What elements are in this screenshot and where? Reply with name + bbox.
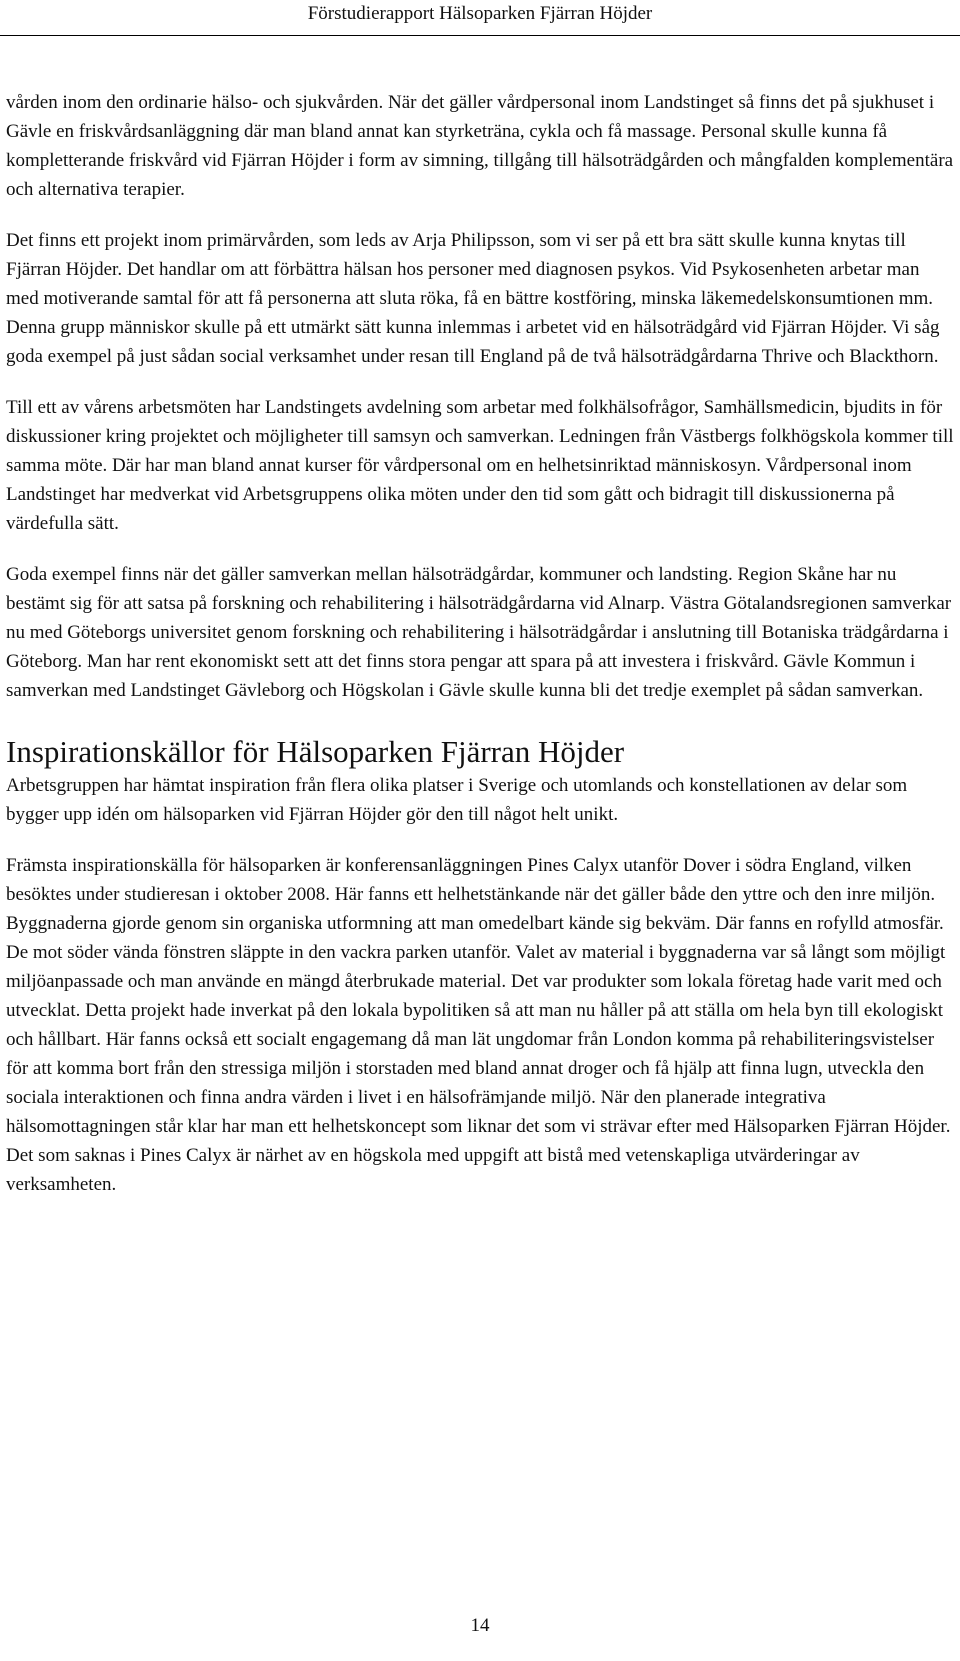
paragraph: Det finns ett projekt inom primärvården, som leds av Arja Philipsson, som vi ser på ett bra sätt skulle kunna knytas till Fjärran Höjder. Det handlar om att förbättra hälsan hos personer med diagnosen psykos. Vid Psykosenheten arbetar man med motiverande samtal för att få personerna att sluta röka, få en bättre kostföring, minska läkemedelskonsumtionen mm. Denna grupp människor skulle på ett utmärkt sätt kunna inlemmas i arbetet vid en hälsoträdgård vid Fjärran Höjder. Vi såg goda exempel på just sådan social verksamhet under resan till England på de två hälsoträdgårdarna Thrive och Blackthorn. (6, 230, 940, 367)
paragraph: Till ett av vårens arbetsmöten har Landstingets avdelning som arbetar med folkhälsofrågor, Samhällsmedicin, bjudits in för diskussioner kring projektet och möjligheter till samsyn och samverkan. Ledningen från Västbergs folkhögskola kommer till samma möte. Där har man bland annat kurser för vårdpersonal om en helhetsinriktad människosyn. Vårdpersonal inom Landstinget har medverkat vid Arbetsgruppens olika möten under den tid som gått och bidragit till diskussionerna på värdefulla sätt. (6, 397, 954, 534)
document-body (6, 88, 954, 1221)
section-paragraph: Arbetsgruppen har hämtat inspiration från flera olika platser i Sverige och utomlands och konstellationen av delar som bygger upp idén om hälsoparken vid Fjärran Höjder gör den till något helt unikt. (6, 775, 908, 825)
page-number: 14 (470, 1615, 490, 1636)
header-rule (0, 35, 960, 36)
paragraph: Goda exempel finns när det gäller samverkan mellan hälsoträdgårdar, kommuner och landsting. Region Skåne har nu bestämt sig för att satsa på forskning och rehabilitering i hälsoträdgårdarna vid Alnarp. Västra Götalandsregionen samverkar nu med Göteborgs universitet genom forskning och rehabilitering i hälsoträdgårdar i anslutning till Botaniska trädgårdarna i Göteborg. Man har rent ekonomiskt sett att det finns stora pengar att spara på att investera i friskvård. Gävle Kommun i samverkan med Landstinget Gävleborg och Högskolan i Gävle skulle kunna bli det tredje exemplet på sådan samverkan. (6, 564, 952, 701)
running-header: Förstudierapport Hälsoparken Fjärran Höjder (307, 3, 653, 24)
paragraph: vården inom den ordinarie hälso- och sjukvården. När det gäller vårdpersonal inom Landstinget så finns det på sjukhuset i Gävle en friskvårdsanläggning där man bland annat kan styrketräna, cykla och få massage. Personal skulle kunna få kompletterande friskvård vid Fjärran Höjder i form av simning, tillgång till hälsoträdgården och mångfalden komplementära och alternativa terapier. (6, 92, 954, 200)
section-heading: Inspirationskällor för Hälsoparken Fjärran Höjder (6, 734, 625, 769)
section-paragraph: Främsta inspirationskälla för hälsoparken är konferensanläggningen Pines Calyx utanför Dover i södra England, vilken besöktes under studieresan i oktober 2008. Här fanns ett helhetstänkande när det gäller både den yttre och den inre miljön. Byggnaderna gjorde genom sin organiska utformning att man omedelbart kände sig bekväm. Där fanns en rofylld atmosfär. De mot söder vända fönstren släppte in den vackra parken utanför. Valet av material i byggnaderna var så långt som möjligt miljöanpassade och man använde en mängd återbrukade material. Det var produkter som lokala företag hade varit med och utvecklat. Detta projekt hade inverkat på den lokala bypolitiken så att man nu håller på att ställa om hela byn till ekologiskt och hållbart. Här fanns också ett socialt engagemang då man lät ungdomar från London komma på rehabiliteringsvistelser för att komma bort från den stressiga miljön i storstaden med bland annat droger och få hjälp att finna lugn, utveckla den sociala interaktionen och finna andra värden i livet i en hälsofrämjande miljö. När den planerade integrativa hälsomottagningen står klar har man ett helhetskoncept som liknar det som vi strävar efter med Hälsoparken Fjärran Höjder. Det som saknas i Pines Calyx är närhet av en högskola med uppgift att bistå med vetenskapliga utvärderingar av verksamheten. (6, 855, 951, 1195)
